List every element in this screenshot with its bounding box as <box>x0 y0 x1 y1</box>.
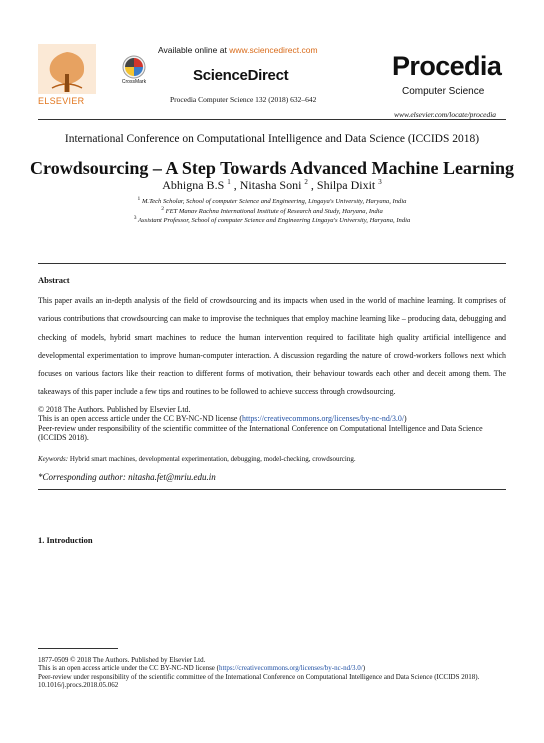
footer-license-suffix: ) <box>362 664 366 673</box>
footer-license <box>38 664 508 672</box>
footer-peer-review: Peer-review under responsibility of the scientific committee of the International Conference on Computational Intelligence and Data Science (ICCIDS 2018). <box>38 672 480 681</box>
abstract-heading: Abstract <box>38 275 70 285</box>
footer-license-link[interactable]: https://creativecommons.org/licenses/by-nc-nd/3.0/ <box>218 664 363 673</box>
author-marker: 3 <box>378 178 382 186</box>
affiliation-text: FET Manav Rachna International Institute of Research and Study, Haryana, India <box>165 208 383 216</box>
keywords-label: Keywords: <box>38 455 69 463</box>
conference-name: International Conference on Computational Intelligence and Data Science (ICCIDS 2018) <box>64 133 480 145</box>
author-marker: 1 <box>227 178 231 186</box>
crossmark-label: CrossMark <box>121 79 147 85</box>
procedia-logo: Procedia <box>392 51 502 81</box>
copyright-notice: © 2018 The Authors. Published by Elsevier Ltd. <box>38 405 191 414</box>
section-heading: 1. Introduction <box>38 535 93 545</box>
abstract-bottom-rule <box>38 489 506 490</box>
affiliation <box>0 206 544 215</box>
author-name: Shilpa Dixit <box>316 178 376 192</box>
page-footer <box>38 656 508 690</box>
procedia-subtitle: Computer Science <box>402 86 485 97</box>
license-prefix: This is an open access article under the CC BY-NC-ND license ( <box>38 414 243 423</box>
keywords-text: Hybrid smart machines, developmental experimentation, debugging, model-checking, crowdsourcing. <box>68 455 356 463</box>
license-suffix: ) <box>404 414 407 423</box>
author-name: Abhigna B.S <box>162 178 225 192</box>
keywords-line <box>38 455 506 463</box>
affiliation-text: Assistant Professor, School of computer Science and Engineering Lingaya's University, Haryana, India <box>138 217 411 225</box>
availability-line <box>158 45 318 55</box>
procedia-url[interactable]: www.elsevier.com/locate/procedia <box>394 110 497 119</box>
author-marker: 2 <box>304 178 308 186</box>
abstract-top-rule <box>38 263 506 264</box>
sciencedirect-link[interactable]: www.sciencedirect.com <box>229 45 318 55</box>
footer-doi[interactable]: 10.1016/j.procs.2018.05.062 <box>38 681 119 690</box>
footer-license-prefix: This is an open access article under the CC BY-NC-ND license ( <box>38 664 219 673</box>
author-name: Nitasha Soni <box>239 178 302 192</box>
license-line <box>38 414 506 423</box>
affiliation <box>0 215 544 224</box>
corresponding-author: *Corresponding author: nitasha.fet@mriu.edu.in <box>38 472 216 482</box>
affiliation-marker: 2 <box>161 206 164 212</box>
sciencedirect-logo: ScienceDirect <box>193 67 289 84</box>
header-rule <box>38 119 506 120</box>
available-prefix: Available online at <box>158 45 230 55</box>
footer-issn: 1877-0509 © 2018 The Authors. Published by Elsevier Ltd. <box>38 656 206 664</box>
license-link[interactable]: https://creativecommons.org/licenses/by-nc-nd/3.0/ <box>242 414 405 423</box>
paper-title: Crowdsourcing – A Step Towards Advanced Machine Learning <box>30 158 514 178</box>
affiliation-text: M.Tech Scholar, School of computer Science and Engineering, Lingaya's University, Haryana, India <box>141 198 407 206</box>
affiliation-marker: 3 <box>133 215 137 221</box>
author-list: Abhigna B.S $^1$ , Nitasha Soni $^2$ , Shilpa Dixit $^3$ <box>162 178 382 192</box>
publisher-name: ELSEVIER <box>38 96 85 106</box>
affiliation <box>0 196 544 205</box>
affiliation-marker: 1 <box>137 196 141 202</box>
journal-reference: Procedia Computer Science 132 (2018) 632–642 <box>170 95 317 104</box>
peer-review-notice: Peer-review under responsibility of the scientific committee of the International Conference on Computational Intelligence and Data Science (ICCIDS 2018). <box>38 424 483 443</box>
footnote-rule <box>38 648 118 649</box>
abstract-body: This paper avails an in-depth analysis of the field of crowdsourcing and its impacts when used in the world of machine learning. It comprises of various contributions that crowdsourcing can make to improvise the techniques that employ machine learning like – producing data, debugging and checking of models, hybrid smart machines to reduce the human intervention required to facilitate high quality artificial intelligence and developmental experimentation to improve human-computer interaction. A discussion regarding the nature of crowd-workers follows next which focuses on various factors like their reaction to different forms of motivation, their behaviour towards each other and deceit among them. The takeaways of this paper include a few tips and routines to be followed to achieve success through crowdsourcing. <box>38 296 506 397</box>
